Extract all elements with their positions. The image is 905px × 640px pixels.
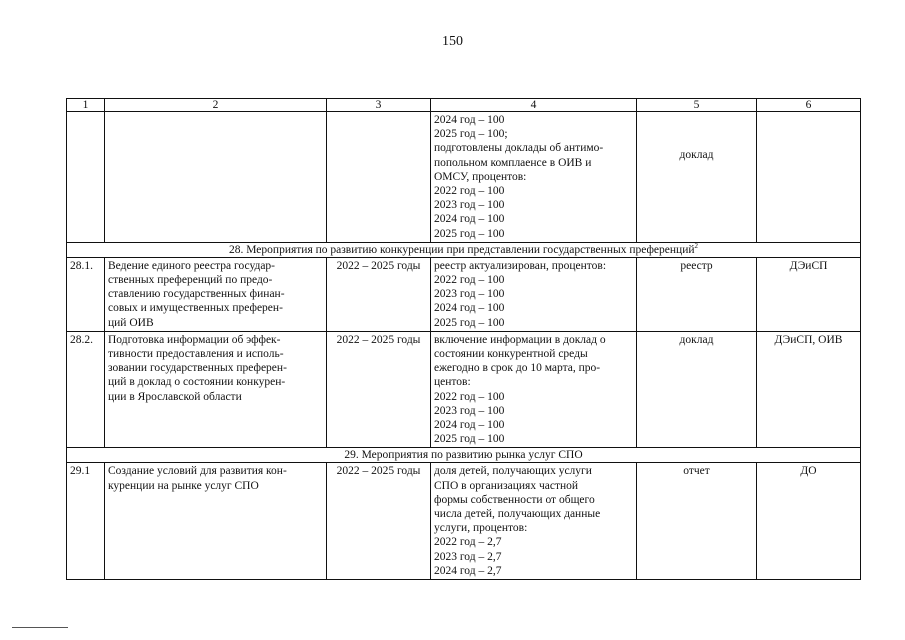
measure-line: ставлению государственных финан- (108, 288, 285, 301)
indicator-line: 2025 год – 100 (434, 433, 505, 446)
measure-line: ций в доклад о состоянии конкурен- (108, 376, 286, 389)
indicator-line: 2024 год – 100 (434, 114, 505, 126)
cell-period: 2022 – 2025 годы (327, 257, 431, 331)
indicator-line: 2023 год – 100 (434, 288, 505, 301)
indicator-line: 2022 год – 100 (434, 390, 505, 403)
measure-line: совых и имущественных преферен- (108, 302, 283, 315)
column-header-5: 5 (637, 99, 757, 112)
cell-period: 2022 – 2025 годы (327, 331, 431, 448)
indicator-line: 2022 год – 100 (434, 185, 505, 198)
indicator-line: 2025 год – 100; (434, 128, 508, 141)
indicator-line: ежегодно в срок до 10 марта, про- (434, 362, 601, 375)
table-header-row (67, 99, 861, 112)
cell-responsible: ДЭиСП (757, 257, 861, 331)
indicator-line: 2022 год – 2,7 (434, 536, 502, 549)
measure-line: ственных преференций по предо- (108, 274, 273, 287)
indicator-line: 2023 год – 2,7 (434, 550, 502, 563)
column-header-1: 1 (67, 99, 105, 112)
indicator-line: 2025 год – 100 (434, 227, 505, 240)
table-row-28-2 (67, 331, 861, 448)
measures-table (66, 98, 861, 580)
indicator-line: 2025 год – 100 (434, 316, 505, 329)
section-row-28 (67, 242, 861, 257)
cell-number (67, 112, 105, 243)
measure-line: ции в Ярославской области (108, 390, 242, 403)
page-number: 150 (442, 34, 463, 49)
indicator-line: доля детей, получающих услуги (434, 465, 592, 478)
column-header-3: 3 (327, 99, 431, 112)
indicator-line: числа детей, получающих данные (434, 508, 601, 521)
indicator-line: 2024 год – 100 (434, 302, 505, 315)
table-row-28-1 (67, 257, 861, 331)
measure-line: Подготовка информации об эффек- (108, 333, 281, 346)
measure-line: зовании государственных преферен- (108, 362, 287, 375)
cell-measure (105, 331, 327, 448)
cell-responsible: ДО (757, 463, 861, 580)
measure-line: тивности предоставления и исполь- (108, 348, 284, 361)
cell-indicator (431, 112, 637, 243)
indicator-line: реестр актуализирован, процентов: (434, 259, 607, 272)
indicator-line: 2023 год – 100 (434, 404, 505, 417)
cell-result-doc: доклад (637, 112, 757, 243)
measure-line: Ведение единого реестра государ- (108, 259, 276, 272)
indicator-line: СПО в организациях частной (434, 479, 579, 492)
indicator-line: 2023 год – 100 (434, 199, 505, 212)
cell-indicator (431, 463, 637, 580)
cell-number: 29.1 (67, 463, 105, 580)
cell-responsible (757, 112, 861, 243)
indicator-line: состоянии конкурентной среды (434, 348, 588, 361)
cell-measure (105, 112, 327, 243)
table-row-29-1 (67, 463, 861, 580)
cell-result-doc: доклад (637, 331, 757, 448)
cell-measure (105, 257, 327, 331)
column-header-6: 6 (757, 99, 861, 112)
cell-period: 2022 – 2025 годы (327, 463, 431, 580)
indicator-line: попольном комплаенсе в ОИВ и (434, 156, 592, 169)
section-title-28: 28. Мероприятия по развитию конкуренции при представлении государственных преференций$^2$ (67, 242, 861, 257)
cell-period (327, 112, 431, 243)
indicator-line: центов: (434, 376, 471, 389)
section-title-29: 29. Мероприятия по развитию рынка услуг СПО (67, 448, 861, 463)
cell-number: 28.1. (67, 257, 105, 331)
cell-result-doc: отчет (637, 463, 757, 580)
cell-responsible: ДЭиСП, ОИВ (757, 331, 861, 448)
indicator-line: подготовлены доклады об антимо- (434, 142, 604, 155)
cell-result-doc: реестр (637, 257, 757, 331)
section-row-29 (67, 448, 861, 463)
indicator-line: включение информации в доклад о (434, 333, 606, 346)
cell-indicator (431, 257, 637, 331)
cell-indicator (431, 331, 637, 448)
column-header-2: 2 (105, 99, 327, 112)
indicator-line: формы собственности от общего (434, 493, 595, 506)
scan-edge-line (12, 627, 68, 628)
measure-line: ций ОИВ (108, 316, 154, 329)
measure-line: Создание условий для развития кон- (108, 465, 287, 478)
column-header-4: 4 (431, 99, 637, 112)
indicator-line: 2024 год – 2,7 (434, 564, 502, 577)
indicator-line: 2024 год – 100 (434, 213, 505, 226)
indicator-line: ОМСУ, процентов: (434, 170, 527, 183)
measure-line: куренции на рынке услуг СПО (108, 479, 259, 492)
table-row-continuation (67, 112, 861, 243)
indicator-line: 2024 год – 100 (434, 419, 505, 432)
cell-measure (105, 463, 327, 580)
cell-number: 28.2. (67, 331, 105, 448)
indicator-line: услуги, процентов: (434, 522, 528, 535)
footnote-mark: 2 (694, 242, 698, 250)
indicator-line: 2022 год – 100 (434, 274, 505, 287)
